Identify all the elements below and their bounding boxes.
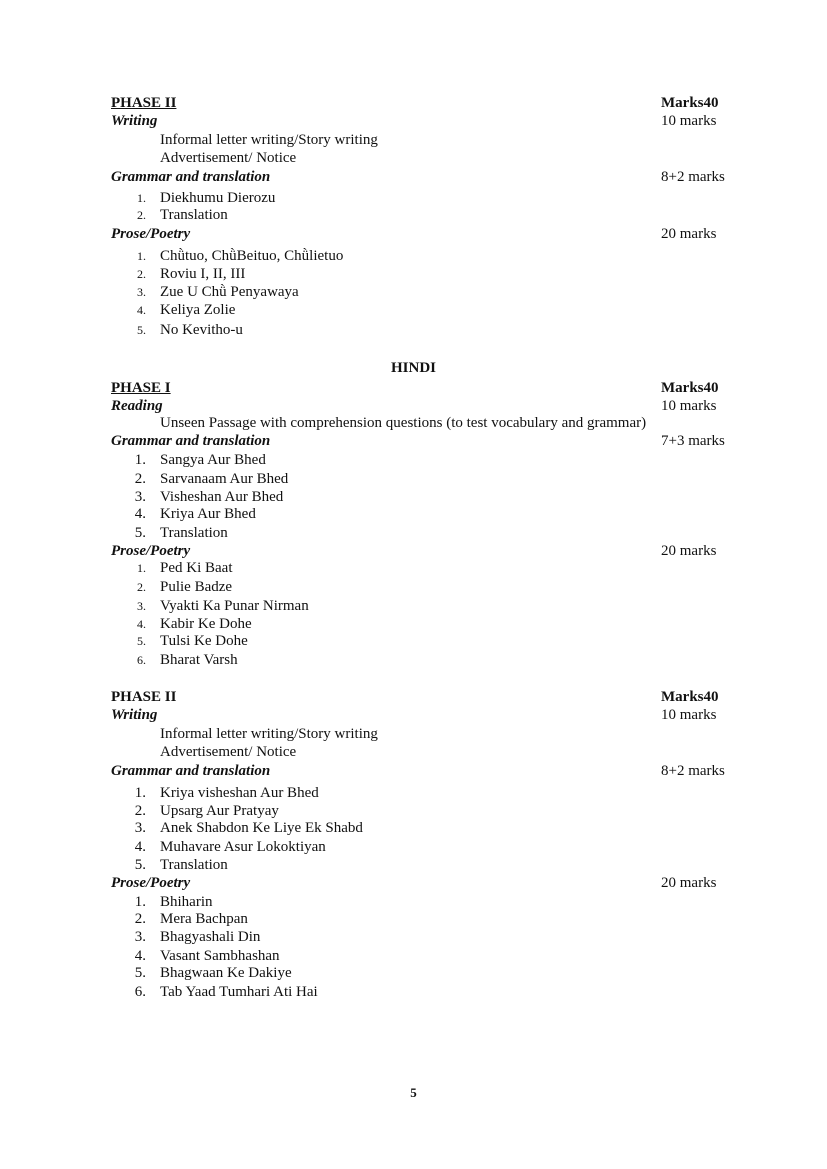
phase-heading: PHASE II	[111, 689, 177, 705]
list-number: 1.	[137, 249, 146, 263]
list-number: 2.	[134, 471, 146, 487]
phase-heading: PHASE II	[111, 95, 177, 111]
list-item: Bhagwaan Ke Dakiye	[160, 965, 292, 981]
list-number: 5.	[134, 857, 146, 873]
list-number: 3.	[137, 285, 146, 299]
list-number: 1.	[137, 561, 146, 575]
list-number: 1.	[134, 785, 146, 801]
list-item: Tulsi Ke Dohe	[160, 633, 248, 649]
section-prose: Prose/Poetry	[111, 875, 191, 891]
list-item: Sangya Aur Bhed	[160, 452, 266, 468]
reading-text: Unseen Passage with comprehension questions (to test vocabulary and grammar)	[160, 415, 647, 431]
list-number: 4.	[134, 948, 146, 964]
list-item: Kriya Aur Bhed	[160, 506, 256, 522]
list-item: Translation	[160, 525, 228, 541]
list-number: 2.	[134, 803, 146, 819]
section-marks: 20 marks	[661, 543, 717, 559]
phase-marks: Marks40	[661, 380, 719, 396]
section-marks: 20 marks	[661, 875, 717, 891]
list-number: 5.	[134, 525, 146, 541]
list-item: No Kevitho-u	[160, 322, 243, 338]
list-item: Vyakti Ka Punar Nirman	[160, 598, 309, 614]
section-grammar: Grammar and translation	[111, 763, 271, 779]
list-number: 4.	[134, 839, 146, 855]
writing-item: Advertisement/ Notice	[160, 744, 297, 760]
list-number: 2.	[137, 208, 146, 222]
section-prose: Prose/Poetry	[111, 226, 191, 242]
list-number: 2.	[137, 580, 146, 594]
section-marks: 10 marks	[661, 113, 717, 129]
list-number: 5.	[137, 323, 146, 337]
section-prose: Prose/Poetry	[111, 543, 191, 559]
list-item: Tab Yaad Tumhari Ati Hai	[160, 984, 318, 1000]
list-item: Bhagyashali Din	[160, 929, 261, 945]
list-item: Diekhumu Dierozu	[160, 190, 276, 206]
list-item: Bhiharin	[160, 894, 213, 910]
writing-item: Informal letter writing/Story writing	[160, 132, 378, 148]
list-number: 4.	[137, 617, 146, 631]
list-item: Pulie Badze	[160, 579, 233, 595]
list-item: Chǜtuo, ChǜBeituo, Chǜlietuo	[160, 248, 344, 264]
list-item: Kriya visheshan Aur Bhed	[160, 785, 319, 801]
list-item: Upsarg Aur Pratyay	[160, 803, 279, 819]
section-marks: 10 marks	[661, 707, 717, 723]
section-writing: Writing	[111, 113, 158, 129]
list-item: Anek Shabdon Ke Liye Ek Shabd	[160, 820, 363, 836]
list-item: Zue U Chǜ Penyawaya	[160, 284, 299, 300]
list-number: 3.	[137, 599, 146, 613]
section-marks: 8+2 marks	[661, 169, 725, 185]
writing-item: Informal letter writing/Story writing	[160, 726, 378, 742]
phase-marks: Marks40	[661, 95, 719, 111]
list-item: Muhavare Asur Lokoktiyan	[160, 839, 326, 855]
list-item: Bharat Varsh	[160, 652, 238, 668]
list-number: 5.	[134, 965, 146, 981]
section-writing: Writing	[111, 707, 158, 723]
list-item: Translation	[160, 207, 228, 223]
list-item: Mera Bachpan	[160, 911, 248, 927]
list-number: 1.	[137, 191, 146, 205]
list-number: 2.	[137, 267, 146, 281]
section-grammar: Grammar and translation	[111, 169, 271, 185]
list-item: Roviu I, II, III	[160, 266, 246, 282]
list-number: 6.	[137, 653, 146, 667]
phase-heading: PHASE I	[111, 380, 171, 396]
list-item: Kabir Ke Dohe	[160, 616, 252, 632]
list-number: 2.	[134, 911, 146, 927]
list-item: Visheshan Aur Bhed	[160, 489, 284, 505]
section-marks: 8+2 marks	[661, 763, 725, 779]
writing-item: Advertisement/ Notice	[160, 150, 297, 166]
subject-title: HINDI	[390, 360, 436, 376]
list-item: Sarvanaam Aur Bhed	[160, 471, 289, 487]
section-reading: Reading	[111, 398, 163, 414]
list-item: Vasant Sambhashan	[160, 948, 280, 964]
page-number: 5	[410, 1085, 417, 1100]
list-number: 3.	[134, 489, 146, 505]
section-marks: 20 marks	[661, 226, 717, 242]
list-number: 3.	[134, 929, 146, 945]
phase-marks: Marks40	[661, 689, 719, 705]
list-number: 4.	[137, 303, 146, 317]
list-number: 1.	[134, 894, 146, 910]
list-number: 3.	[134, 820, 146, 836]
list-item: Ped Ki Baat	[160, 560, 233, 576]
section-grammar: Grammar and translation	[111, 433, 271, 449]
list-number: 5.	[137, 634, 146, 648]
list-item: Translation	[160, 857, 228, 873]
list-number: 6.	[134, 984, 146, 1000]
list-number: 4.	[134, 506, 146, 522]
list-item: Keliya Zolie	[160, 302, 236, 318]
list-number: 1.	[134, 452, 146, 468]
section-marks: 7+3 marks	[661, 433, 725, 449]
section-marks: 10 marks	[661, 398, 717, 414]
